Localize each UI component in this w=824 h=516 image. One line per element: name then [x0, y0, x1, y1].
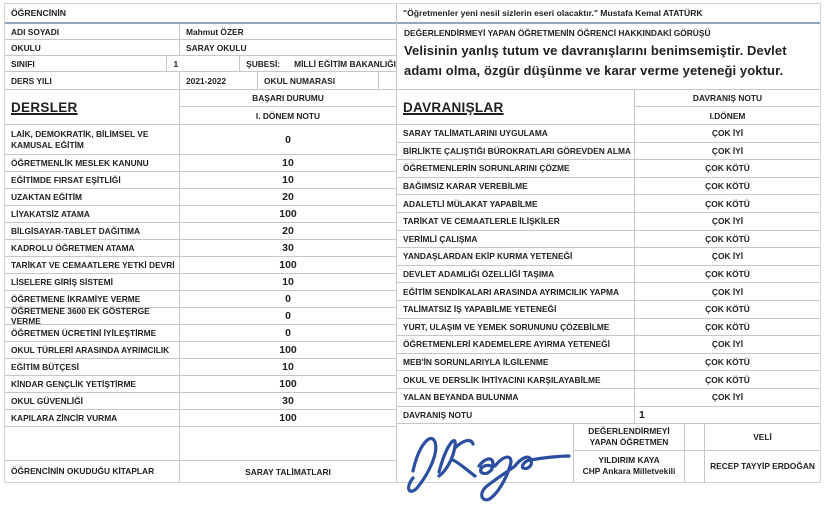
- table-row: [5, 240, 396, 257]
- behaviors-header: [397, 90, 820, 125]
- behaviors-title-cell: [397, 90, 634, 124]
- year-value: 2021-2022: [179, 72, 257, 89]
- branch-cell: [239, 56, 396, 71]
- empty-row: [5, 427, 396, 461]
- class-label: SINIFI: [11, 58, 35, 69]
- table-row: [5, 376, 396, 393]
- evaluating-teacher-column: [573, 424, 684, 482]
- lessons-title-cell: [5, 90, 179, 124]
- teacher-title: CHP Ankara Milletvekili: [582, 466, 676, 477]
- school-number-label: OKUL NUMARASI: [257, 72, 378, 89]
- table-row: [5, 342, 396, 359]
- behavior-grade: ÇOK İYİ: [634, 389, 820, 406]
- table-row: [397, 143, 820, 161]
- behavior-grade: ÇOK KÖTÜ: [634, 195, 820, 212]
- behavior-grade-value: 1: [634, 407, 820, 423]
- student-year-row: [5, 72, 396, 89]
- signature-cell: [397, 424, 573, 482]
- lesson-label: ÖĞRETMENLİK MESLEK KANUNU: [11, 157, 149, 168]
- name-label: ADI SOYADI: [11, 26, 60, 37]
- behavior-grade: ÇOK İYİ: [634, 336, 820, 353]
- behavior-label: BAĞIMSIZ KARAR VEREBİLME: [403, 181, 528, 192]
- behavior-label: YURT, ULAŞIM VE YEMEK SORUNUNU ÇÖZEBİLME: [403, 321, 610, 332]
- lesson-grade: 100: [179, 410, 396, 426]
- empty-cell: [5, 427, 179, 460]
- opinion-label: DEĞERLENDİRMEYİ YAPAN ÖĞRETMENİN ÖĞRENCİ HAKKINDAKİ GÖRÜŞÜ: [404, 28, 711, 38]
- table-row: [397, 301, 820, 319]
- lesson-grade: 0: [179, 125, 396, 154]
- lesson-label: EĞİTİMDE FIRSAT EŞİTLİĞİ: [11, 174, 121, 185]
- books-row: [5, 461, 396, 482]
- table-row: [397, 371, 820, 389]
- behavior-term-header: I.DÖNEM: [709, 110, 746, 121]
- table-row: [397, 266, 820, 284]
- table-row: [397, 354, 820, 372]
- lesson-grade: 100: [179, 342, 396, 358]
- lesson-label: LİSELERE GİRİŞ SİSTEMİ: [11, 276, 113, 287]
- ataturk-quote: "Öğretmenler yeni nesil sizlerin eseri olacaktır." Mustafa Kemal ATATÜRK: [397, 4, 820, 24]
- table-row: [5, 257, 396, 274]
- behavior-grade: ÇOK İYİ: [634, 143, 820, 160]
- table-row: [397, 178, 820, 196]
- behavior-grade: ÇOK İYİ: [634, 283, 820, 300]
- table-row: [5, 325, 396, 342]
- lesson-grade: 100: [179, 206, 396, 222]
- books-value: SARAY TALİMATLARI: [179, 461, 396, 482]
- evaluating-teacher-header: DEĞERLENDİRMEYİ YAPAN ÖĞRETMEN: [574, 424, 684, 451]
- empty-cell: [685, 424, 704, 451]
- lesson-label: ÖĞRETMENE 3600 EK GÖSTERGE VERME: [11, 305, 150, 326]
- table-row: [5, 223, 396, 240]
- lesson-grade: 0: [179, 291, 396, 307]
- teacher-opinion: [397, 24, 820, 89]
- behavior-grade: ÇOK İYİ: [634, 125, 820, 142]
- lesson-label: OKUL TÜRLERİ ARASINDA AYRIMCILIK: [11, 344, 170, 355]
- lesson-grade: 30: [179, 240, 396, 256]
- behaviors-title: DAVRANIŞLAR: [403, 99, 504, 115]
- table-row: [397, 283, 820, 301]
- table-row: [397, 160, 820, 178]
- signature-icon: [403, 416, 573, 516]
- table-row: [397, 231, 820, 249]
- table-row: [5, 172, 396, 189]
- behavior-label: TARİKAT VE CEMAATLERLE İLİŞKİLER: [403, 216, 560, 227]
- behavior-label: EĞİTİM SENDİKALARI ARASINDA AYRIMCILIK YAPMA: [403, 286, 620, 297]
- empty-cell: [685, 451, 704, 482]
- signature-section: [397, 424, 820, 482]
- lesson-label: KADROLU ÖĞRETMEN ATAMA: [11, 242, 135, 253]
- teacher-identity: [574, 451, 684, 482]
- behaviors-table: [396, 90, 820, 482]
- lesson-label: TARİKAT VE CEMAATLERE YETKİ DEVRİ: [11, 259, 175, 270]
- lesson-label: ÖĞRETMEN ÜCRETİNİ İYİLEŞTİRME: [11, 327, 157, 338]
- table-row: [5, 359, 396, 376]
- behavior-grade: ÇOK KÖTÜ: [634, 371, 820, 388]
- signature-stroke: [409, 438, 569, 499]
- parent-name: RECEP TAYYİP ERDOĞAN: [710, 460, 815, 471]
- school-label: OKULU: [11, 42, 41, 53]
- table-row: [397, 125, 820, 143]
- behavior-grade: ÇOK KÖTÜ: [634, 319, 820, 336]
- lesson-label: KAPILARA ZİNCİR VURMA: [11, 412, 118, 423]
- branch-label: ŞUBESİ:: [246, 58, 281, 69]
- behavior-grade: ÇOK İYİ: [634, 213, 820, 230]
- lesson-label: LİYAKATSİZ ATAMA: [11, 208, 90, 219]
- lesson-grade: 100: [179, 376, 396, 392]
- class-value: 1: [166, 56, 239, 71]
- table-row: [5, 305, 396, 326]
- lesson-label: UZAKTAN EĞİTİM: [11, 191, 83, 202]
- lessons-grade-col-header: [179, 90, 396, 124]
- behavior-label: VERİMLİ ÇALIŞMA: [403, 233, 478, 244]
- lesson-grade: 0: [179, 308, 396, 324]
- table-row: [5, 189, 396, 206]
- table-row: [397, 248, 820, 266]
- behavior-grade: ÇOK KÖTÜ: [634, 178, 820, 195]
- lesson-label: BİLGİSAYAR-TABLET DAĞITIMA: [11, 225, 141, 236]
- lesson-grade: 20: [179, 189, 396, 205]
- behavior-grade: ÇOK KÖTÜ: [634, 354, 820, 371]
- student-school-row: [5, 40, 396, 56]
- school-number-value: [378, 72, 396, 89]
- table-row: [397, 336, 820, 354]
- header-section: [5, 4, 820, 89]
- behavior-grade: ÇOK İYİ: [634, 248, 820, 265]
- behavior-grade: ÇOK KÖTÜ: [634, 301, 820, 318]
- lessons-table: [5, 90, 396, 482]
- lesson-grade: 100: [179, 257, 396, 273]
- lesson-grade: 10: [179, 172, 396, 188]
- parent-header: VELİ: [705, 424, 820, 451]
- behavior-grade: ÇOK KÖTÜ: [634, 266, 820, 283]
- table-row: [5, 274, 396, 291]
- behavior-grade-label: DAVRANIŞ NOTU: [403, 409, 473, 420]
- behavior-label: ÖĞRETMENLERİN SORUNLARINI ÇÖZME: [403, 163, 570, 174]
- lesson-grade: 20: [179, 223, 396, 239]
- books-label: ÖĞRENCİNİN OKUDUĞU KİTAPLAR: [11, 466, 155, 477]
- behavior-grade: ÇOK KÖTÜ: [634, 160, 820, 177]
- lesson-grade: 10: [179, 155, 396, 171]
- spacer-column: [684, 424, 704, 482]
- lessons-title: DERSLER: [11, 99, 78, 115]
- term1-grade-header: I. DÖNEM NOTU: [255, 110, 321, 121]
- behavior-label: SARAY TALİMATLARINI UYGULAMA: [403, 128, 548, 139]
- table-row: [5, 393, 396, 410]
- success-status-header: BAŞARI DURUMU: [180, 90, 396, 107]
- behavior-label: YALAN BEYANDA BULUNMA: [403, 392, 519, 403]
- table-row: [397, 319, 820, 337]
- branch-value: MİLLİ EĞİTİM BAKANLIĞI: [294, 58, 396, 69]
- main-tables: [5, 89, 820, 482]
- behavior-label: ÖĞRETMENLERİ KADEMELERE AYIRMA YETENEĞİ: [403, 339, 610, 350]
- table-row: [5, 206, 396, 223]
- behavior-label: TALİMATSIZ İŞ YAPABİLME YETENEĞİ: [403, 304, 557, 315]
- behaviors-grade-col-header: [634, 90, 820, 124]
- table-row: [397, 389, 820, 407]
- behavior-grade-header: DAVRANIŞ NOTU: [635, 90, 820, 107]
- behavior-label: OKUL VE DERSLİK İHTİYACINI KARŞILAYABİLME: [403, 374, 601, 385]
- parent-column: [704, 424, 820, 482]
- year-label: DERS YILI: [11, 75, 52, 86]
- school-value: SARAY OKULU: [179, 40, 396, 55]
- opinion-text: Velisinin yanlış tutum ve davranışlarını benimsemiştir. Devlet adamı olma, özgür düşünme ve karar verme yeteneği yoktur.: [404, 43, 787, 78]
- lessons-header: [5, 90, 396, 125]
- behavior-label: MEB'İN SORUNLARIYLA İLGİLENME: [403, 357, 549, 368]
- lesson-label: KİNDAR GENÇLİK YETİŞTİRME: [11, 378, 137, 389]
- behavior-label: ADALETLİ MÜLAKAT YAPABİLME: [403, 198, 538, 209]
- header-right: [396, 4, 820, 89]
- table-row: [397, 195, 820, 213]
- table-row: [5, 125, 396, 155]
- behavior-label: DEVLET ADAMLIĞI ÖZELLİĞİ TAŞIMA: [403, 269, 555, 280]
- name-value: Mahmut ÖZER: [179, 24, 396, 39]
- lesson-label: LAİK, DEMOKRATİK, BİLİMSEL VE KAMUSAL EĞİTİM: [11, 129, 149, 150]
- lesson-grade: 30: [179, 393, 396, 409]
- lesson-grade: 10: [179, 274, 396, 290]
- student-class-row: [5, 56, 396, 72]
- lesson-label: ÖĞRETMENE İKRAMİYE VERME: [11, 293, 141, 304]
- lesson-label: EĞİTİM BÜTÇESİ: [11, 361, 79, 372]
- empty-cell: [179, 427, 396, 460]
- lesson-grade: 0: [179, 325, 396, 341]
- lesson-label: OKUL GÜVENLİĞİ: [11, 395, 83, 406]
- student-name-row: [5, 24, 396, 40]
- behavior-grade: ÇOK KÖTÜ: [634, 231, 820, 248]
- behavior-label: YANDAŞLARDAN EKİP KURMA YETENEĞİ: [403, 251, 573, 262]
- lesson-grade: 10: [179, 359, 396, 375]
- student-section-label: ÖĞRENCİNİN: [5, 4, 396, 24]
- table-row: [5, 410, 396, 427]
- table-row: [397, 213, 820, 231]
- student-info: [5, 4, 396, 89]
- teacher-name: YILDIRIM KAYA: [598, 455, 660, 466]
- behavior-label: BİRLİKTE ÇALIŞTIĞI BÜROKRATLARI GÖREVDEN ALMA: [403, 145, 631, 156]
- table-row: [5, 155, 396, 172]
- report-card: [4, 3, 821, 483]
